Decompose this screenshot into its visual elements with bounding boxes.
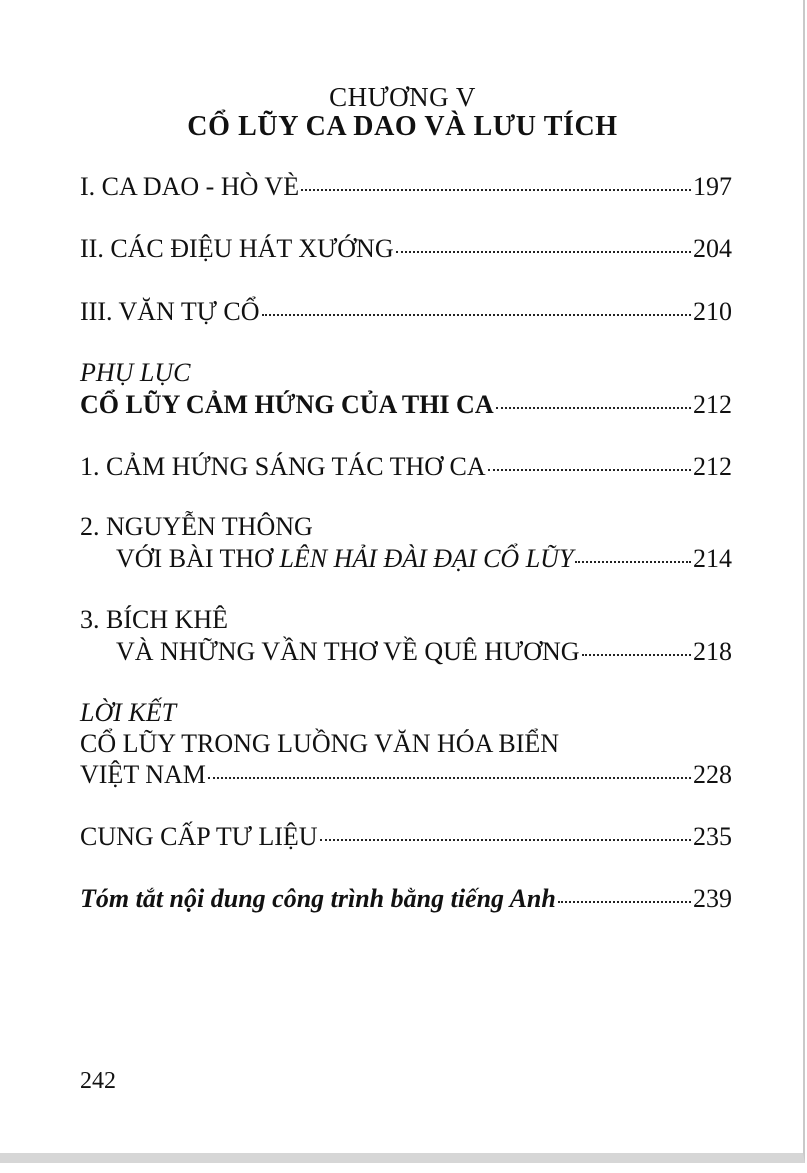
toc-entry-sources: [80, 822, 732, 852]
page-number: 242: [80, 1068, 116, 1094]
toc-entry-page: 228: [693, 760, 732, 789]
toc-entry-page: 204: [693, 234, 732, 263]
toc-entry-label-prefix: VỚI BÀI THƠ: [116, 544, 280, 573]
dot-leader: [575, 561, 691, 563]
toc-entry-section3: [80, 297, 732, 327]
dot-leader: [208, 777, 691, 779]
poem-title: LÊN HẢI ĐÀI ĐẠI CỔ LŨY: [279, 544, 574, 573]
toc-entry-section1: [80, 172, 732, 202]
toc-entry-label: VIỆT NAM: [80, 760, 206, 789]
toc-entry-appendix-2: [116, 544, 732, 574]
toc-entry-page: 218: [693, 637, 732, 666]
toc-entry-label: III. VĂN TỰ CỔ: [80, 297, 260, 326]
chapter-label: CHƯƠNG V: [329, 82, 476, 112]
toc-entry-label: CUNG CẤP TƯ LIỆU: [80, 822, 318, 851]
dot-leader: [262, 314, 691, 316]
toc-entry-page: 239: [693, 884, 732, 913]
toc-entry-label: Tóm tắt nội dung công trình bằng tiếng Anh: [80, 884, 556, 913]
toc-entry-label: CỔ LŨY CẢM HỨNG CỦA THI CA: [80, 390, 494, 419]
toc-entry-label: VÀ NHỮNG VẦN THƠ VỀ QUÊ HƯƠNG: [116, 637, 580, 666]
conclusion-title-line1: CỔ LŨY TRONG LUỒNG VĂN HÓA BIỂN: [80, 729, 560, 758]
dot-leader: [320, 839, 691, 841]
toc-entry-appendix-3-line1: 3. BÍCH KHÊ: [80, 605, 229, 634]
toc-entry-page: 214: [693, 544, 732, 573]
toc-entry-section2: [80, 234, 732, 264]
toc-entry-page: 197: [693, 172, 732, 201]
dot-leader: [496, 407, 691, 409]
conclusion-heading: LỜI KẾT: [80, 698, 177, 727]
toc-entry-summary: [80, 884, 732, 914]
toc-entry-page: 212: [693, 390, 732, 419]
toc-entry-appendix: [80, 390, 732, 420]
toc-entry-label: II. CÁC ĐIỆU HÁT XƯỚNG: [80, 234, 394, 263]
toc-entry-page: 212: [693, 452, 732, 481]
chapter-title: CỔ LŨY CA DAO VÀ LƯU TÍCH: [187, 111, 618, 142]
toc-entry-page: 210: [693, 297, 732, 326]
toc-entry-label: 1. CẢM HỨNG SÁNG TÁC THƠ CA: [80, 452, 486, 481]
dot-leader: [558, 901, 691, 903]
dot-leader: [488, 469, 691, 471]
toc-entry-appendix-2-line1: 2. NGUYỄN THÔNG: [80, 512, 313, 541]
toc-entry-label: I. CA DAO - HÒ VÈ: [80, 172, 300, 201]
toc-entry-appendix-1: [80, 452, 732, 482]
appendix-heading: PHỤ LỤC: [80, 358, 191, 387]
toc-entry-appendix-3: [116, 637, 732, 667]
dot-leader: [301, 189, 691, 191]
dot-leader: [396, 251, 691, 253]
toc-entry-label: [116, 544, 573, 574]
dot-leader: [582, 654, 691, 656]
toc-entry-conclusion: [80, 760, 732, 790]
toc-entry-page: 235: [693, 822, 732, 851]
